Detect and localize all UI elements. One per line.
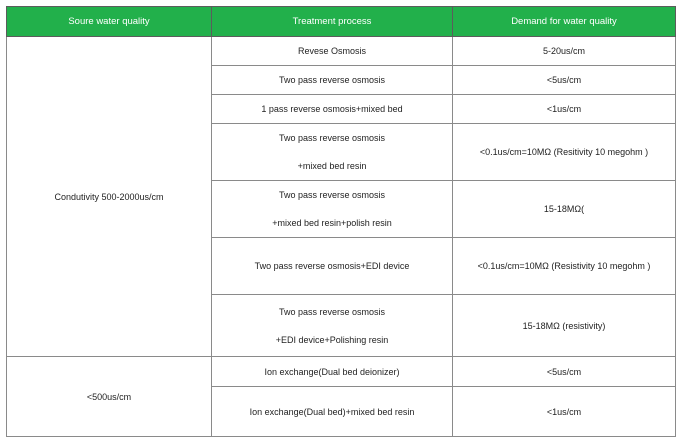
water-quality-table-container bbox=[6, 6, 676, 437]
source-cell: Condutivity 500-2000us/cm bbox=[7, 37, 212, 357]
demand-cell: <1us/cm bbox=[453, 95, 676, 124]
process-cell bbox=[212, 181, 453, 238]
process-cell bbox=[212, 37, 453, 66]
source-cell: <500us/cm bbox=[7, 357, 212, 437]
demand-cell: 15-18MΩ( bbox=[453, 181, 676, 238]
table-header-row bbox=[7, 7, 676, 37]
demand-cell: 15-18MΩ (resistivity) bbox=[453, 295, 676, 357]
process-cell bbox=[212, 357, 453, 387]
process-line: 1 pass reverse osmosis+mixed bed bbox=[261, 104, 403, 114]
demand-cell: <0.1us/cm=10MΩ (Resitivity 10 megohm ) bbox=[453, 124, 676, 181]
header-source-water-quality: Soure water quality bbox=[7, 7, 212, 37]
demand-cell: <5us/cm bbox=[453, 357, 676, 387]
process-cell bbox=[212, 295, 453, 357]
process-cell bbox=[212, 238, 453, 295]
process-line: Two pass reverse osmosis bbox=[278, 306, 386, 317]
demand-cell: <5us/cm bbox=[453, 66, 676, 95]
table-row bbox=[7, 357, 676, 387]
demand-cell: 5-20us/cm bbox=[453, 37, 676, 66]
process-line: +EDI device+Polishing resin bbox=[275, 334, 389, 345]
process-line: Two pass reverse osmosis bbox=[278, 190, 386, 200]
header-treatment-process: Treatment process bbox=[212, 7, 453, 37]
process-cell bbox=[212, 124, 453, 181]
process-cell bbox=[212, 66, 453, 95]
demand-cell: <1us/cm bbox=[453, 387, 676, 437]
process-line: Revese Osmosis bbox=[297, 46, 367, 56]
process-line: +mixed bed resin+polish resin bbox=[272, 218, 392, 228]
table-row bbox=[7, 37, 676, 66]
process-line: Two pass reverse osmosis+EDI device bbox=[254, 261, 410, 271]
header-demand-water-quality: Demand for water quality bbox=[453, 7, 676, 37]
process-cell bbox=[212, 95, 453, 124]
process-line: +mixed bed resin bbox=[297, 161, 367, 171]
demand-cell: <0.1us/cm=10MΩ (Resistivity 10 megohm ) bbox=[453, 238, 676, 295]
process-line: Ion exchange(Dual bed)+mixed bed resin bbox=[249, 406, 415, 417]
process-line: Two pass reverse osmosis bbox=[278, 75, 386, 85]
process-line: Ion exchange(Dual bed deionizer) bbox=[264, 366, 400, 377]
process-line: Two pass reverse osmosis bbox=[278, 133, 386, 143]
process-cell bbox=[212, 387, 453, 437]
water-quality-table bbox=[6, 6, 676, 437]
